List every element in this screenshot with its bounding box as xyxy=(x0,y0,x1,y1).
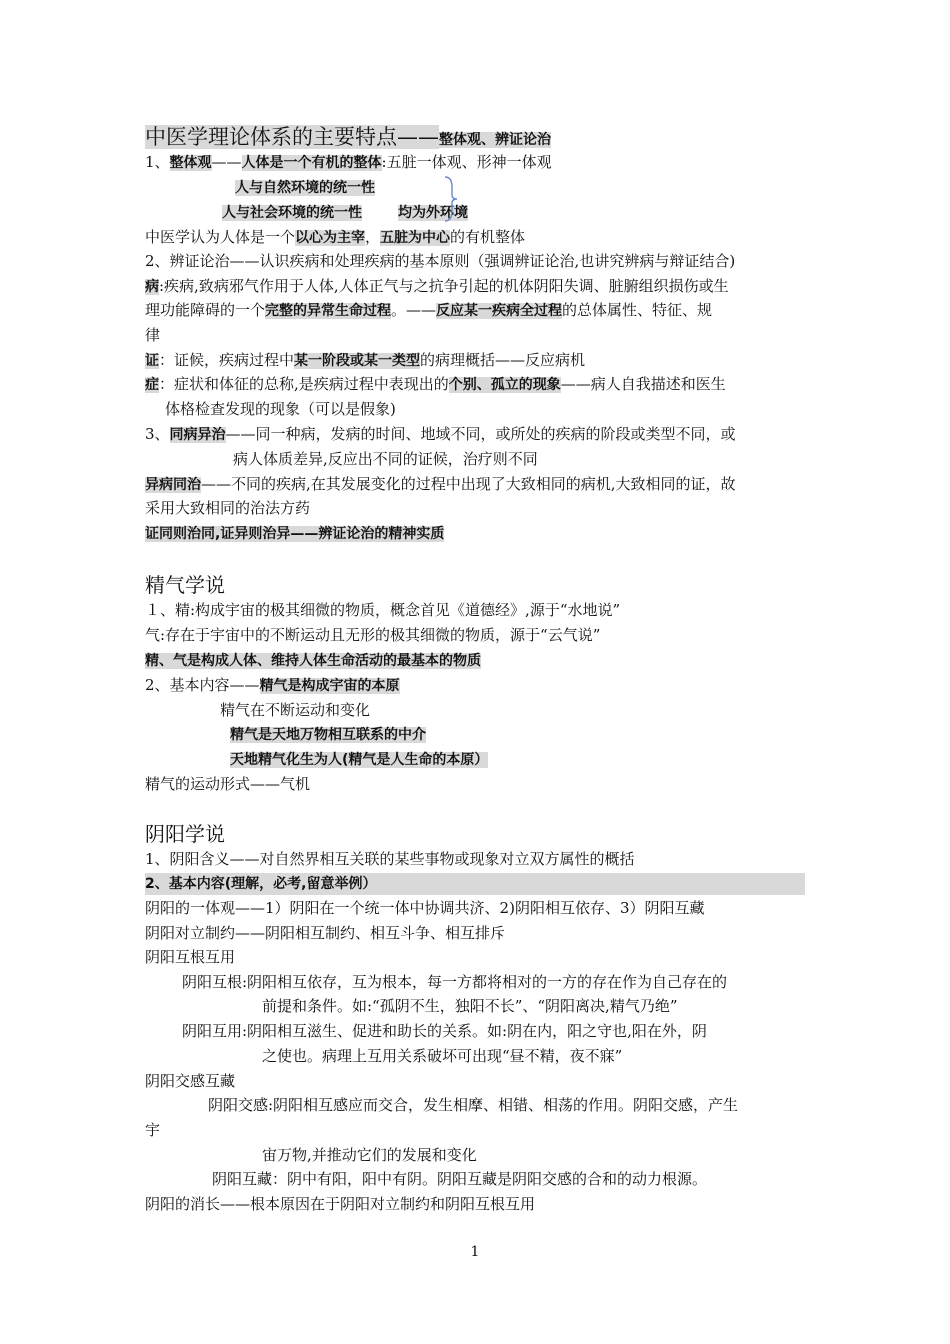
line-qi: 气:存在于宇宙中的不断运动且无形的极其细微的物质，源于“云气说” xyxy=(145,626,601,644)
line-yinyang-use-2: 之使也。病理上互用关系破坏可出现“昼不精，夜不寐” xyxy=(262,1047,623,1065)
line-different-disease-same-treatment: 异病同治——不同的疾病,在其发展变化的过程中出现了大致相同的病机,大致相同的证，故 xyxy=(145,475,736,493)
line-yinyang-opposition: 阴阳对立制约——阴阳相互制约、相互斗争、相互排斥 xyxy=(145,924,506,942)
section-title-yinyang: 阴阳学说 xyxy=(145,822,225,846)
line-yinyang-intercourse-3: 宙万物,并推动它们的发展和变化 xyxy=(262,1146,477,1164)
line-qi-mechanism: 精气的运动形式——气机 xyxy=(145,775,311,793)
line-jingqi-content: 2、基本内容——精气是构成宇宙的本原 xyxy=(145,676,400,694)
line-symptom-definition: 症：症状和体征的总称,是疾病过程中表现出的个别、孤立的现象——病人自我描述和医生 xyxy=(145,375,726,393)
line-yinyang-mutual-storage: 阴阳互藏：阴中有阳，阳中有阴。阴阳互藏是阴阳交感的合和的动力根源。 xyxy=(212,1170,708,1188)
line-heart-center: 中医学认为人体是一个以心为主宰，五脏为中心的有机整体 xyxy=(145,228,526,246)
line-syndrome-differentiation: 2、辨证论治——认识疾病和处理疾病的基本原则（强调辨证论治,也讲究辨病与辩证结合) xyxy=(145,252,736,270)
line-yinyang-interdependence: 阴阳互根互用 xyxy=(145,948,236,966)
line-yinyang-root: 阴阳互根:阴阳相互依存，互为根本，每一方都将相对的一方的存在作为自己存在的 xyxy=(182,973,728,991)
page-number: 1 xyxy=(470,1244,480,1260)
line-jingqi-basic: 精、气是构成人体、维持人体生命活动的最基本的物质 xyxy=(145,653,481,669)
line-symptom-definition-2: 体格检查发现的现象（可以是假象) xyxy=(165,400,396,418)
line-disease-definition: 病:疾病,致病邪气作用于人体,人体正气与之抗争引起的机体阴阳失调、脏腑组织损伤或生 xyxy=(145,277,729,295)
line-disease-definition-3: 律 xyxy=(145,326,161,344)
line-essence-of-differentiation: 证同则治同,证异则治异——辨证论治的精神实质 xyxy=(145,526,445,542)
line-jing: １、精:构成宇宙的极其细微的物质，概念首见《道德经》,源于“水地说” xyxy=(145,601,621,619)
line-yinyang-unity: 阴阳的一体观——1）阴阳在一个统一体中协调共济、2)阴阳相互依存、3）阴阳互藏 xyxy=(145,899,705,917)
line-yinyang-intercourse: 阴阳交感:阴阳相互感应而交合，发生相摩、相错、相荡的作用。阴阳交感，产生 xyxy=(208,1096,739,1114)
line-yinyang-use: 阴阳互用:阴阳相互滋生、促进和助长的关系。如:阴在内，阳之守也,阳在外，阴 xyxy=(182,1022,707,1040)
line-yinyang-waxing-waning: 阴阳的消长——根本原因在于阴阳对立制约和阴阳互根互用 xyxy=(145,1195,536,1213)
right-brace-icon xyxy=(442,175,460,223)
line-yinyang-content: 2、基本内容(理解，必考,留意举例） xyxy=(145,872,805,895)
line-syndrome-definition: 证：证候，疾病过程中某一阶段或某一类型的病理概括——反应病机 xyxy=(145,351,586,369)
line-holism: 1、整体观——人体是一个有机的整体:五脏一体观、形神一体观 xyxy=(145,153,552,171)
line-jingqi-motion: 精气在不断运动和变化 xyxy=(220,701,371,719)
line-same-disease-different-treatment: 3、同病异治——同一种病，发病的时间、地域不同，或所处的疾病的阶段或类型不同，或 xyxy=(145,425,736,443)
section-title-jingqi: 精气学说 xyxy=(145,573,225,597)
line-yinyang-interaction: 阴阳交感互藏 xyxy=(145,1072,236,1090)
line-disease-definition-2: 理功能障碍的一个完整的异常生命过程。——反应某一疾病全过程的总体属性、特征、规 xyxy=(145,301,713,319)
line-yinyang-meaning: 1、阴阳含义——对自然界相互关联的某些事物或现象对立双方属性的概括 xyxy=(145,850,635,868)
line-same-disease-different-treatment-2: 病人体质差异,反应出不同的证候，治疗则不同 xyxy=(233,450,538,468)
line-jingqi-origin: 天地精气化生为人(精气是人生命的本原） xyxy=(230,752,489,768)
line-yinyang-intercourse-2: 宇 xyxy=(145,1121,161,1139)
line-yinyang-root-2: 前提和条件。如:“孤阴不生，独阳不长”、“阴阳离决,精气乃绝” xyxy=(262,997,678,1015)
line-jingqi-medium: 精气是天地万物相互联系的中介 xyxy=(230,727,426,743)
line-society-unity: 人与社会环境的统一性 均为外环境 xyxy=(222,205,468,221)
line-different-disease-same-treatment-2: 采用大致相同的治法方药 xyxy=(145,499,311,517)
line-nature-unity: 人与自然环境的统一性 xyxy=(235,180,375,196)
section-title-tcm-features: 中医学理论体系的主要特点——整体观、辨证论治 xyxy=(145,125,551,149)
